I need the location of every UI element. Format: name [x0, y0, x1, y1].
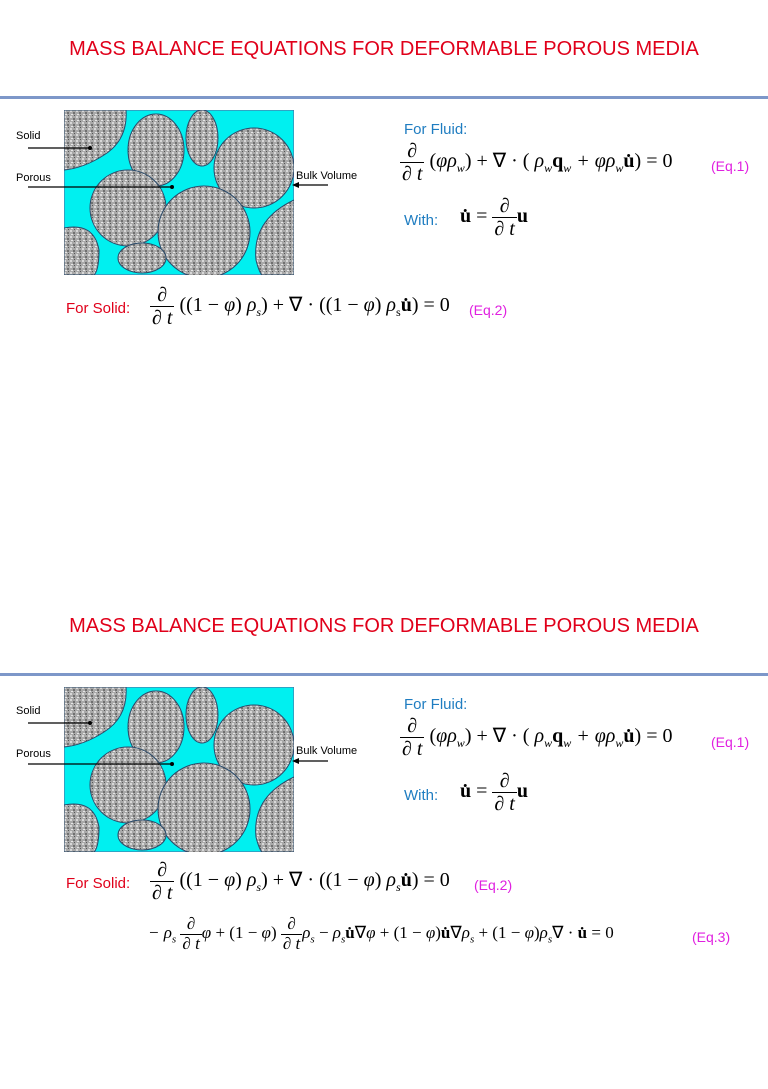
with-equation: u̇ = ∂ ∂ tu — [460, 195, 528, 240]
solid-heading: For Solid: — [66, 300, 131, 317]
with-label: With: — [404, 212, 439, 229]
fluid-heading: For Fluid: — [404, 121, 468, 138]
equation-2: ∂ ∂ t ((1 − φ) $\rho_s$) + ∇ · ((1 − φ) $\rho_su̇) = 0$ — [152, 859, 450, 904]
porous-label: Porous — [16, 172, 51, 184]
slide-1 — [0, 0, 768, 512]
equation-3-tag: (Eq.3) — [692, 929, 731, 945]
equation-2: ∂ ∂ t ((1 − φ) $\rho_s$) + ∇ · ((1 − φ) $\rho_su̇) = 0$ — [152, 284, 450, 329]
equation-1-tag: (Eq.1) — [711, 158, 750, 174]
equation-2-tag: (Eq.2) — [469, 302, 508, 318]
with-equation: u̇ = ∂ ∂ tu — [460, 770, 528, 815]
slide-title: MASS BALANCE EQUATIONS FOR DEFORMABLE POROUS MEDIA — [69, 615, 699, 637]
equation-1: ∂ ∂ t $(\varphi\rho_w)$ + ∇ · ( $\rho_wq_w$ + $\varphi\rho_wu̇) = 0$ — [402, 715, 673, 760]
slide-2 — [0, 577, 768, 1089]
with-label: With: — [404, 787, 439, 804]
equation-2-tag: (Eq.2) — [474, 877, 513, 893]
solid-label: Solid — [16, 705, 41, 717]
solid-label: Solid — [16, 130, 41, 142]
equation-1-tag: (Eq.1) — [711, 734, 750, 750]
solid-heading: For Solid: — [66, 875, 131, 892]
porous-label: Porous — [16, 748, 51, 760]
equation-3: − $\rho_s$ ∂ ∂ tφ + (1 − φ) ∂ ∂ $t\rho_s$ − $\rho_su̇\nabla\varphi + (1$ − $\varphi)u̇\nabla\rho_s + (1 - \varphi)\rho_s\nabla$ · u̇ = 0 — [148, 914, 614, 953]
fluid-heading: For Fluid: — [404, 696, 468, 713]
bulk-volume-label: Bulk Volume — [296, 745, 358, 757]
equation-1: ∂ ∂ t $(\varphi\rho_w)$ + ∇ · ( $\rho_wq_w$ + $\varphi\rho_wu̇) = 0$ — [402, 140, 673, 185]
slide-title: MASS BALANCE EQUATIONS FOR DEFORMABLE POROUS MEDIA — [69, 38, 699, 60]
bulk-volume-label: Bulk Volume — [296, 170, 358, 182]
